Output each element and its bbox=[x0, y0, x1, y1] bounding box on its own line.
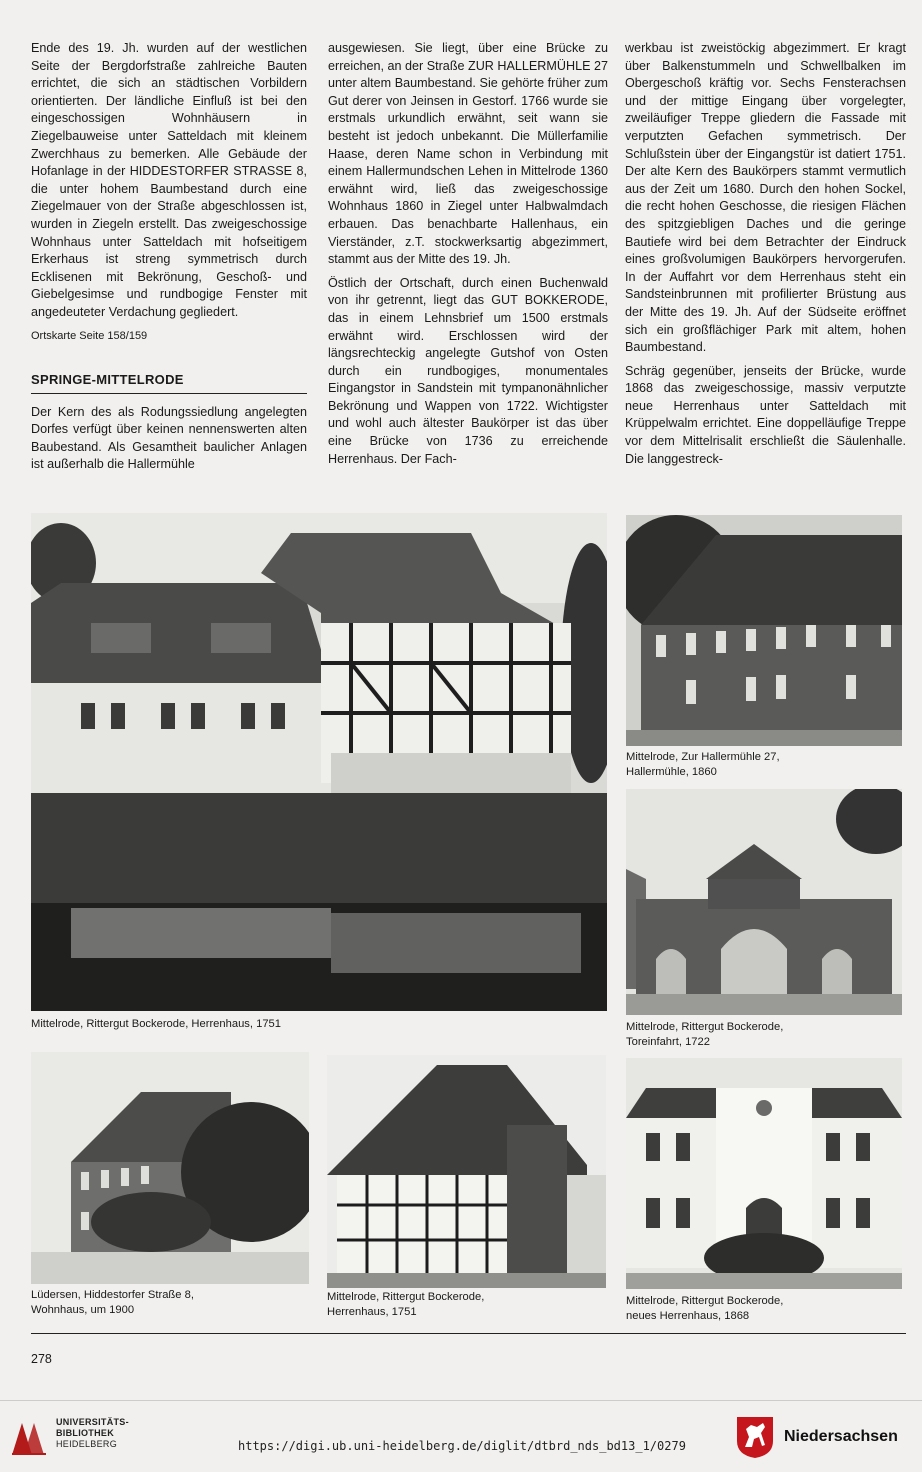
caption-neues-herrenhaus bbox=[626, 1294, 783, 1324]
library-line: UNIVERSITÄTS- bbox=[56, 1417, 129, 1427]
paragraph: werkbau ist zweistöckig abgezimmert. Er kragt über Balkenstummeln und Schwellbalken im Obergeschoß kräftig vor. Sechs Fensterachsen und der mittige Eingang über vorgelegter, zweiläufiger Treppe gliedern die Fassade mit verputzten Gefachen symmetrisch. Der Schlußstein über der Eingangstür ist datiert 1751. Der alte Kern des Baukörpers stammt vermutlich aus der Zeit um 1680. Durch den hohen Sockel, die recht hohen Geschosse, die riesigen Flächen des spitzgiebligen Daches und die geringe Bautiefe wird bei dem Betrachter der Eindruck eines großvolumigen Baukörpers hervorgerufen. In der Auffahrt vor dem Herrenhaus steht ein Sandsteinbrunnen mit profilierter Brüstung aus der Mitte des 19. Jh. Auf der Südseite eröffnet sich ein großflächiger Park mit altem, hohen Baumbestand. bbox=[625, 41, 906, 355]
photo-herrenhaus-front bbox=[327, 1055, 606, 1288]
divider bbox=[31, 1333, 906, 1334]
footer-bar bbox=[0, 1400, 922, 1472]
section-heading: SPRINGE-MITTELRODE bbox=[31, 371, 307, 394]
paragraph: Der Kern des als Rodungssiedlung angelegten Dorfes verfügt über keinen nennenswerten alten Baubestand. Als Gesamtheit baulicher Anlagen ist außerhalb die Hallermühle bbox=[31, 404, 307, 472]
state-name: Niedersachsen bbox=[784, 1428, 898, 1445]
library-line: BIBLIOTHEK bbox=[56, 1428, 114, 1438]
caption-herrenhaus-front bbox=[327, 1290, 484, 1320]
paragraph: Schräg gegenüber, jenseits der Brücke, wurde 1868 das zweigeschossige, massiv verputzte neue Herrenhaus unter Satteldach mit Krüppelwalm errichtet. Eine doppelläufige Treppe vor dem Mittelrisalit erschließt die Säulenhalle. Die langgestreck- bbox=[625, 363, 906, 466]
page-number: 278 bbox=[31, 1352, 52, 1366]
text-column-2 bbox=[328, 40, 608, 474]
photo-neues-herrenhaus bbox=[626, 1058, 902, 1289]
caption-hallermuehle bbox=[626, 750, 780, 780]
university-library-logo-icon[interactable] bbox=[10, 1417, 50, 1457]
caption-line: Mittelrode, Rittergut Bockerode, bbox=[626, 1021, 784, 1033]
text-column-3 bbox=[625, 40, 906, 474]
caption-line: Mittelrode, Rittergut Bockerode, bbox=[626, 1295, 784, 1307]
library-line: HEIDELBERG bbox=[56, 1439, 118, 1449]
map-reference: Ortskarte Seite 158/159 bbox=[31, 329, 148, 342]
photo-herrenhaus-pond bbox=[31, 513, 607, 1011]
caption-line: Hallermühle, 1860 bbox=[626, 766, 717, 778]
text-column-1 bbox=[31, 40, 307, 480]
caption-line: Mittelrode, Zur Hallermühle 27, bbox=[626, 751, 780, 763]
library-name bbox=[56, 1417, 129, 1450]
caption-luedersen bbox=[31, 1288, 194, 1318]
niedersachsen-horse-icon bbox=[735, 1415, 775, 1459]
caption-line: Lüdersen, Hiddestorfer Straße 8, bbox=[31, 1289, 194, 1301]
caption-toreinfahrt bbox=[626, 1020, 783, 1050]
photo-toreinfahrt bbox=[626, 789, 902, 1015]
paragraph: ausgewiesen. Sie liegt, über eine Brücke zu erreichen, an der Straße ZUR HALLERMÜHLE 27 unter altem Baumbestand. Sie gehörte früher zum Gut derer von Jeinsen in Gestorf. 1766 wurde sie erstmals urkundlich erwähnt, seit wann sie besteht ist jedoch unbekannt. Die Müllerfamilie Haase, deren Name schon in Verbindung mit einem Hallermundschen Lehen in Mittelrode 1360 erwähnt wird, ließ das zweigeschossige Wohnhaus 1860 in Ziegel unter Halbwalmdach erbauen. Das benachbarte Hallenhaus, ein Vierständer, z.T. stockwerksartig abgezimmert, stammt aus der Mitte des 19. Jh. bbox=[328, 41, 608, 267]
caption-line: Herrenhaus, 1751 bbox=[327, 1306, 417, 1318]
permalink-url[interactable]: https://digi.ub.uni-heidelberg.de/diglit/dtbrd_nds_bd13_1/0279 bbox=[238, 1439, 686, 1453]
paragraph: Östlich der Ortschaft, durch einen Buchenwald von ihr getrennt, liegt das GUT BOKKERODE, das in einem Lehnsbrief um 1500 erstmals erwähnt wird. Erschlossen wird der längsrechteckig angelegte Gutshof von Osten durch ein rundbogiges, monumentales Eingangstor in Sandstein mit tympanonähnlicher Bekrönung und Wappen von 1722. Wichtigster und wohl auch ältester Baukörper ist das über eine Brücke von 1736 zu erreichende Herrenhaus. Der Fach- bbox=[328, 275, 608, 466]
photo-hallermuehle bbox=[626, 515, 902, 746]
caption-line: Wohnhaus, um 1900 bbox=[31, 1304, 135, 1316]
caption-line: Mittelrode, Rittergut Bockerode, bbox=[327, 1291, 485, 1303]
photo-luedersen bbox=[31, 1052, 309, 1284]
paragraph: Ende des 19. Jh. wurden auf der westlichen Seite der Bergdorfstraße zahlreiche Bauten errichtet, die sich an städtischen Vorbildern orientierten. Der ländliche Einfluß ist bei den eingeschossigen Wohnhäusern in Ziegelbauweise unter Satteldach mit kleinem Zwerchhaus zu bemerken. Alle Gebäude der Hofanlage in der HIDDESTORFER STRASSE 8, die unter hohem Baumbestand durch eine Ziegelmauer von der Straße abgeschlossen ist, wurden in Ziegeln erstellt. Das zweigeschossige Wohnhaus unter Satteldach mit hofseitigem Erkerhaus ist streng symmetrisch durch Ecklisenen mit Bekrönung, Geschoß- und Giebelgesimse und rundbogige Fenster mit angedeuteter Verdachung gegliedert. bbox=[31, 41, 307, 319]
caption-herrenhaus-pond: Mittelrode, Rittergut Bockerode, Herrenhaus, 1751 bbox=[31, 1018, 281, 1030]
caption-line: neues Herrenhaus, 1868 bbox=[626, 1310, 750, 1322]
caption-line: Toreinfahrt, 1722 bbox=[626, 1036, 710, 1048]
